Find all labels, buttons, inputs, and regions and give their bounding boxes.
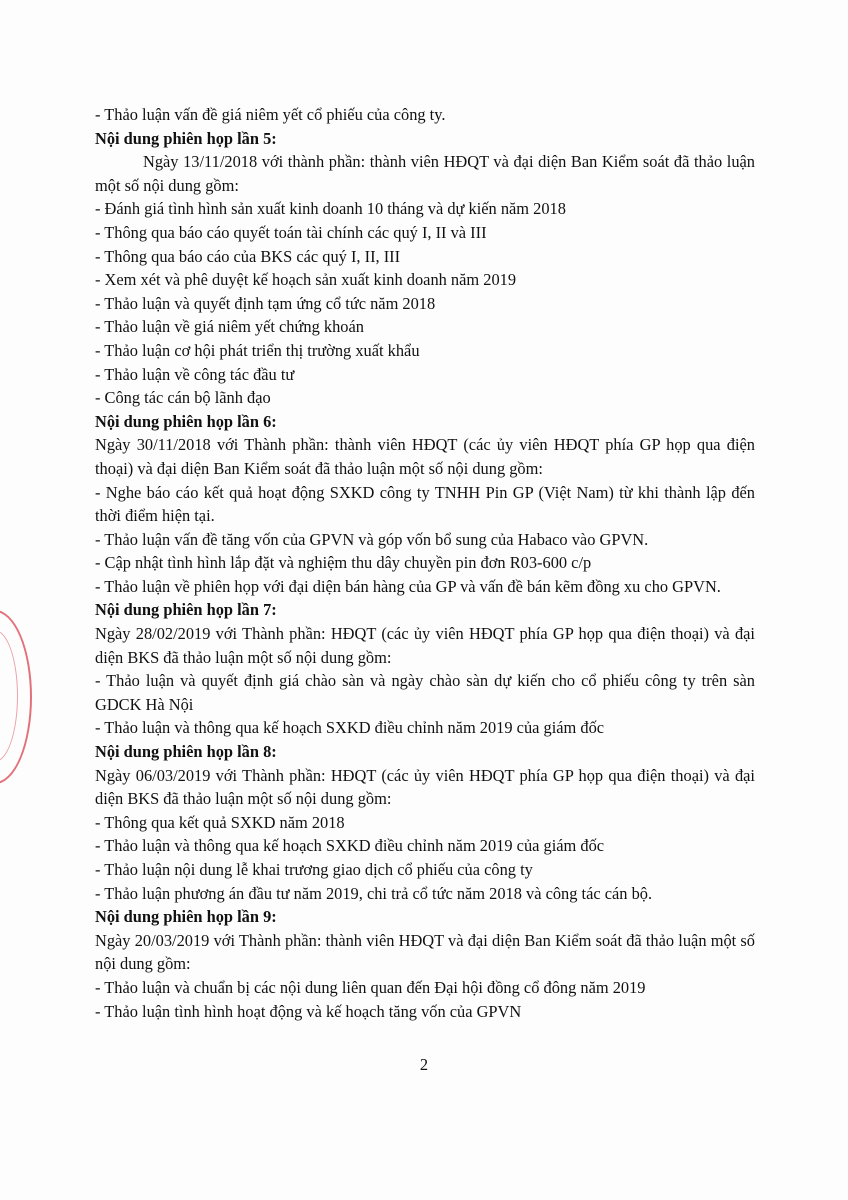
section-heading: Nội dung phiên họp lần 7: (95, 600, 277, 620)
list-item: - Thông qua kết quả SXKD năm 2018 (95, 812, 345, 832)
paragraph: Ngày 06/03/2019 với Thành phần: HĐQT (các ủy viên HĐQT phía GP họp qua điện thoại) và đại diện BKS đã thảo luận một số nội dung gồm: (95, 765, 755, 809)
section-heading: Nội dung phiên họp lần 6: (95, 411, 277, 431)
section-heading: Nội dung phiên họp lần 5: (95, 128, 277, 148)
paragraph: Ngày 28/02/2019 với Thành phần: HĐQT (các ủy viên HĐQT phía GP họp qua điện thoại) và đại diện BKS đã thảo luận một số nội dung gồm: (95, 624, 755, 667)
page-number: 2 (419, 1055, 429, 1074)
list-item: - Thông qua báo cáo của BKS các quý I, II, III (95, 246, 401, 266)
paragraph: Ngày 20/03/2019 với Thành phần: thành viên HĐQT và đại diện Ban Kiểm soát đã thảo luận một số nội dung gồm: (95, 930, 755, 974)
list-item: - Thảo luận và thông qua kế hoạch SXKD điều chỉnh năm 2019 của giám đốc (95, 836, 605, 856)
list-item: - Thông qua báo cáo quyết toán tài chính các quý I, II và III (95, 222, 487, 242)
paragraph: Ngày 30/11/2018 với Thành phần: thành viên HĐQT (các ủy viên HĐQT phía GP họp qua điện thoại) và đại diện Ban Kiểm soát đã thảo luận một số nội dung gồm: (95, 435, 755, 478)
list-item: - Thảo luận cơ hội phát triển thị trường xuất khẩu (95, 340, 420, 360)
list-item: - Thảo luận tình hình hoạt động và kế hoạch tăng vốn của GPVN (95, 1001, 522, 1021)
paragraph: Ngày 13/11/2018 với thành phần: thành viên HĐQT và đại diện Ban Kiểm soát đã thảo luận một số nội dung gồm: (95, 152, 755, 195)
paragraph: - Thảo luận về phiên họp với đại diện bán hàng của GP và vấn đề bán kẽm đồng xu cho GPVN. (95, 576, 721, 596)
list-item: - Thảo luận và quyết định tạm ứng cổ tức năm 2018 (95, 293, 436, 313)
list-item: - Thảo luận nội dung lễ khai trương giao dịch cổ phiếu của công ty (95, 860, 533, 879)
paragraph: - Thảo luận và quyết định giá chào sàn và ngày chào sàn dự kiến cho cổ phiếu công ty trên sàn GDCK Hà Nội (95, 671, 755, 714)
document-body (95, 103, 755, 1023)
list-item: - Thảo luận vấn đề giá niêm yết cổ phiếu của công ty. (95, 105, 446, 124)
list-item: - Xem xét và phê duyệt kế hoạch sản xuất kinh doanh năm 2019 (95, 270, 517, 290)
section-heading: Nội dung phiên họp lần 9: (95, 907, 277, 927)
list-item: - Cập nhật tình hình lắp đặt và nghiệm thu dây chuyền pin đơn R03-600 c/p (95, 553, 592, 573)
list-item: - Thảo luận vấn đề tăng vốn của GPVN và góp vốn bổ sung của Habaco vào GPVN. (95, 529, 649, 549)
section-heading: Nội dung phiên họp lần 8: (95, 742, 277, 762)
list-item: - Thảo luận và thông qua kế hoạch SXKD điều chỉnh năm 2019 của giám đốc (95, 718, 605, 738)
list-item: - Thảo luận và chuẩn bị các nội dung liên quan đến Đại hội đồng cổ đông năm 2019 (95, 977, 646, 997)
list-item: - Thảo luận về công tác đầu tư (95, 364, 295, 384)
list-item: - Công tác cán bộ lãnh đạo (95, 388, 271, 408)
paragraph: - Nghe báo cáo kết quả hoạt động SXKD công ty TNHH Pin GP (Việt Nam) từ khi thành lập đến thời điểm hiện tại. (95, 482, 755, 526)
list-item: - Đánh giá tình hình sản xuất kinh doanh 10 tháng và dự kiến năm 2018 (95, 199, 566, 219)
list-item: - Thảo luận phương án đầu tư năm 2019, chi trả cổ tức năm 2018 và công tác cán bộ. (95, 883, 653, 903)
list-item: - Thảo luận về giá niêm yết chứng khoán (95, 317, 364, 337)
